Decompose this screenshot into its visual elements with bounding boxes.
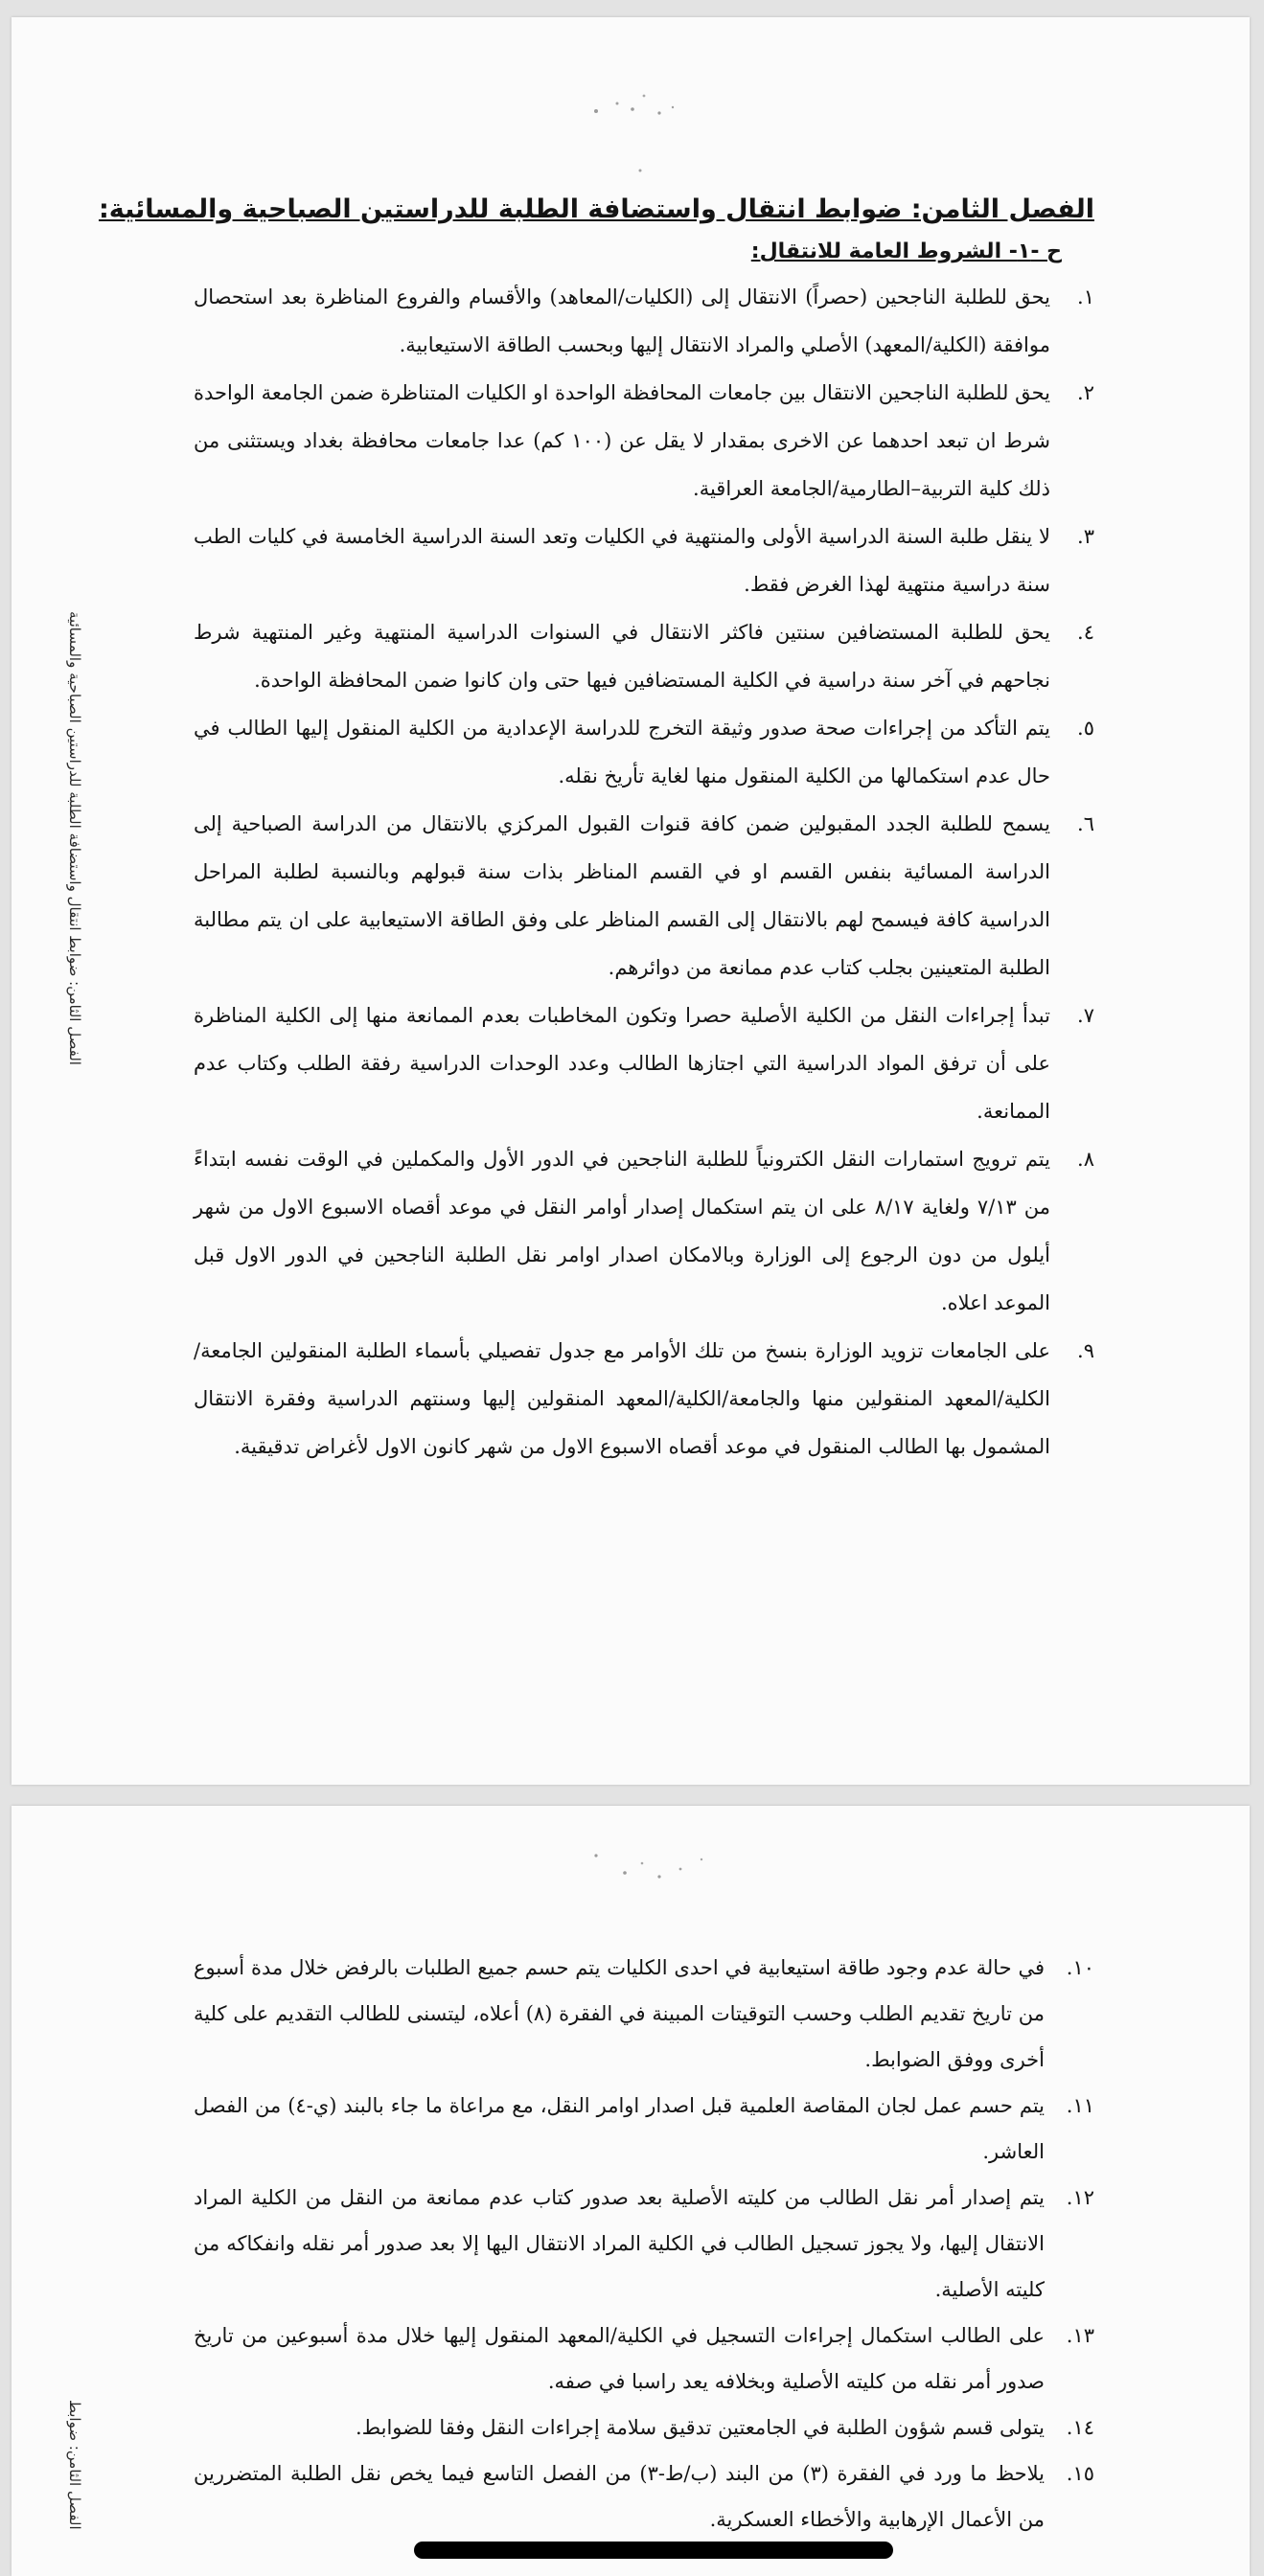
- clause-number: ٨.: [1077, 1148, 1094, 1171]
- clause-text: على الطالب استكمال إجراءات التسجيل في الكلية/المعهد المنقول إليها خلال مدة أسبوعين من تاريخ صدور أمر نقله من كليته الأصلية وبخلافه يعد راسبا في صفه.: [194, 2324, 1045, 2393]
- clause-text: يحق للطلبة الناجحين (حصراً) الانتقال إلى (الكليات/المعاهد) والأقسام والفروع المناظرة بعد استحصال موافقة (الكلية/المعهد) الأصلي والمراد الانتقال إليها وبحسب الطاقة الاستيعابية.: [194, 285, 1050, 356]
- margin-note: الفصل الثامن: ضوابط انتقال واستضافة الطلبة للدراستين الصباحية والمسائية: [66, 611, 83, 1065]
- margin-note: الفصل الثامن: ضوابط: [66, 2400, 83, 2530]
- clause-number: ١٢.: [1066, 2186, 1094, 2209]
- clause-number: ٩.: [1077, 1339, 1094, 1362]
- clause-number: ١٠.: [1066, 1956, 1094, 1979]
- clause-text: على الجامعات تزويد الوزارة بنسخ من تلك الأوامر مع جدول تفصيلي بأسماء الطلبة المنقولين الجامعة/الكلية/المعهد المنقولين منها والجامعة/الكلية/المعهد المنقولين إليها وسنتهم الدراسية وفقرة الانتقال المشمول بها الطالب المنقول في موعد أقصاه الاسبوع الاول من شهر كانون الاول لأغراض تدقيقية.: [194, 1339, 1050, 1458]
- clause-text: يحق للطلبة المستضافين سنتين فاكثر الانتقال في السنوات الدراسية المنتهية وغير المنتهية شرط نجاحهم في آخر سنة دراسية في الكلية المستضافين فيها حتى وان كانوا ضمن المحافظة الواحدة.: [194, 621, 1050, 692]
- clause-item: [194, 1945, 1094, 2083]
- clause-text: يتم حسم عمل لجان المقاصة العلمية قبل اصدار اوامر النقل، مع مراعاة ما جاء بالبند (ي-٤) من الفصل العاشر.: [194, 2094, 1046, 2163]
- clause-number: ٢.: [1077, 381, 1094, 404]
- document-page-1: [11, 17, 1250, 1785]
- clause-text: في حالة عدم وجود طاقة استيعابية في احدى الكليات يتم حسم جميع الطلبات بالرفض خلال مدة أسبوع من تاريخ تقديم الطلب وحسب التوقيتات المبينة في الفقرة (٨) أعلاه، ليتسنى للطالب التقديم على كلية أخرى ووفق الضوابط.: [194, 1956, 1045, 2071]
- clause-item: [194, 513, 1094, 608]
- clause-text: يتم ترويج استمارات النقل الكترونياً للطلبة الناجحين في الدور الأول والمكملين في الوقت نفسه ابتداءً من ٧/١٣ ولغاية ٨/١٧ على ان يتم استكمال إصدار أوامر النقل في موعد أقصاه الاسبوع الاول من شهر أيلول من دون الرجوع إلى الوزارة وبالامكان اصدار اوامر نقل الطلبة الناجحين في الدور الاول قبل الموعد اعلاه.: [194, 1148, 1050, 1314]
- clause-number: ١١.: [1066, 2094, 1094, 2117]
- clause-text: يتم إصدار أمر نقل الطالب من كليته الأصلية بعد صدور كتاب عدم ممانعة من النقل من الكلية المراد الانتقال إليها، ولا يجوز تسجيل الطالب في الكلية المراد الانتقال اليها إلا بعد صدور أمر نقله وانفكاكه من كليته الأصلية.: [194, 2186, 1045, 2301]
- clause-text: يحق للطلبة الناجحين الانتقال بين جامعات المحافظة الواحدة او الكليات المتناظرة ضمن الجامعة الواحدة شرط ان تبعد احدهما عن الاخرى بمقدار لا يقل عن (١٠٠ كم) عدا جامعات محافظة بغداد ويستثنى من ذلك كلية التربية–الطارمية/الجامعة العراقية.: [194, 381, 1050, 500]
- clause-text: يتم التأكد من إجراءات صحة صدور وثيقة التخرج للدراسة الإعدادية من الكلية المنقول إليها الطالب في حال عدم استكمالها من الكلية المنقول منها لغاية تأريخ نقله.: [194, 717, 1050, 787]
- clause-text: يسمح للطلبة الجدد المقبولين ضمن كافة قنوات القبول المركزي بالانتقال من الدراسة الصباحية إلى الدراسة المسائية بنفس القسم او في القسم المناظر بذات سنة قبولهم وبالنسبة لطلبة المراحل الدراسية كافة فيسمح لهم بالانتقال إلى القسم المناظر على وفق الطاقة الاستيعابية على ان يتم مطالبة الطلبة المتعينين بجلب كتاب عدم ممانعة من دوائرهم.: [194, 812, 1050, 979]
- clause-list-page-1: [194, 273, 1094, 1470]
- clause-number: ٦.: [1077, 812, 1094, 835]
- clause-item: [194, 608, 1094, 704]
- clause-item: [194, 2313, 1094, 2405]
- clause-item: [194, 2451, 1094, 2542]
- clause-item: [194, 992, 1094, 1135]
- clause-item: [194, 2405, 1094, 2451]
- clause-number: ٥.: [1077, 717, 1094, 740]
- clause-number: ١.: [1077, 285, 1094, 308]
- clause-number: ٣.: [1077, 525, 1094, 548]
- clause-number: ٤.: [1077, 621, 1094, 644]
- clause-text: لا ينقل طلبة السنة الدراسية الأولى والمنتهية في الكليات وتعد السنة الدراسية الخامسة في كليات الطب سنة دراسية منتهية لهذا الغرض فقط.: [194, 525, 1050, 596]
- clause-item: [194, 273, 1094, 369]
- clause-item: [194, 2083, 1094, 2175]
- clause-item: [194, 1327, 1094, 1470]
- clause-number: ١٣.: [1066, 2324, 1094, 2347]
- clause-item: [194, 1135, 1094, 1327]
- redaction-bar: [414, 2542, 893, 2559]
- clause-item: [194, 800, 1094, 992]
- clause-text: يتولى قسم شؤون الطلبة في الجامعتين تدقيق سلامة إجراءات النقل وفقا للضوابط.: [356, 2416, 1045, 2439]
- clause-item: [194, 2175, 1094, 2313]
- section-heading: ح -١- الشروط العامة للانتقال:: [750, 239, 1062, 263]
- clause-text: تبدأ إجراءات النقل من الكلية الأصلية حصرا وتكون المخاطبات بعدم الممانعة منها إلى الكلية المناظرة على أن ترفق المواد الدراسية التي اجتازها الطالب وعدد الوحدات الدراسية رفقة الطلب وكتاب عدم الممانعة.: [194, 1004, 1050, 1123]
- page-1-body: [98, 194, 1094, 1470]
- clause-number: ١٤.: [1066, 2416, 1094, 2439]
- chapter-title: الفصل الثامن: ضوابط انتقال واستضافة الطلبة للدراستين الصباحية والمسائية:: [98, 194, 1094, 224]
- clause-list-page-2: [194, 1945, 1094, 2542]
- scanner-mark-graphic: [567, 1835, 730, 1921]
- clause-item: [194, 369, 1094, 513]
- clause-number: ١٥.: [1066, 2462, 1094, 2485]
- clause-item: [194, 704, 1094, 800]
- page-2-body: [194, 1945, 1094, 2542]
- clause-number: ٧.: [1077, 1004, 1094, 1027]
- document-page-2: [11, 1806, 1250, 2576]
- scanner-mark-graphic: [577, 75, 711, 190]
- clause-text: يلاحظ ما ورد في الفقرة (٣) من البند (ب/ط-٣) من الفصل التاسع فيما يخص نقل الطلبة المتضررين من الأعمال الإرهابية والأخطاء العسكرية.: [194, 2462, 1045, 2531]
